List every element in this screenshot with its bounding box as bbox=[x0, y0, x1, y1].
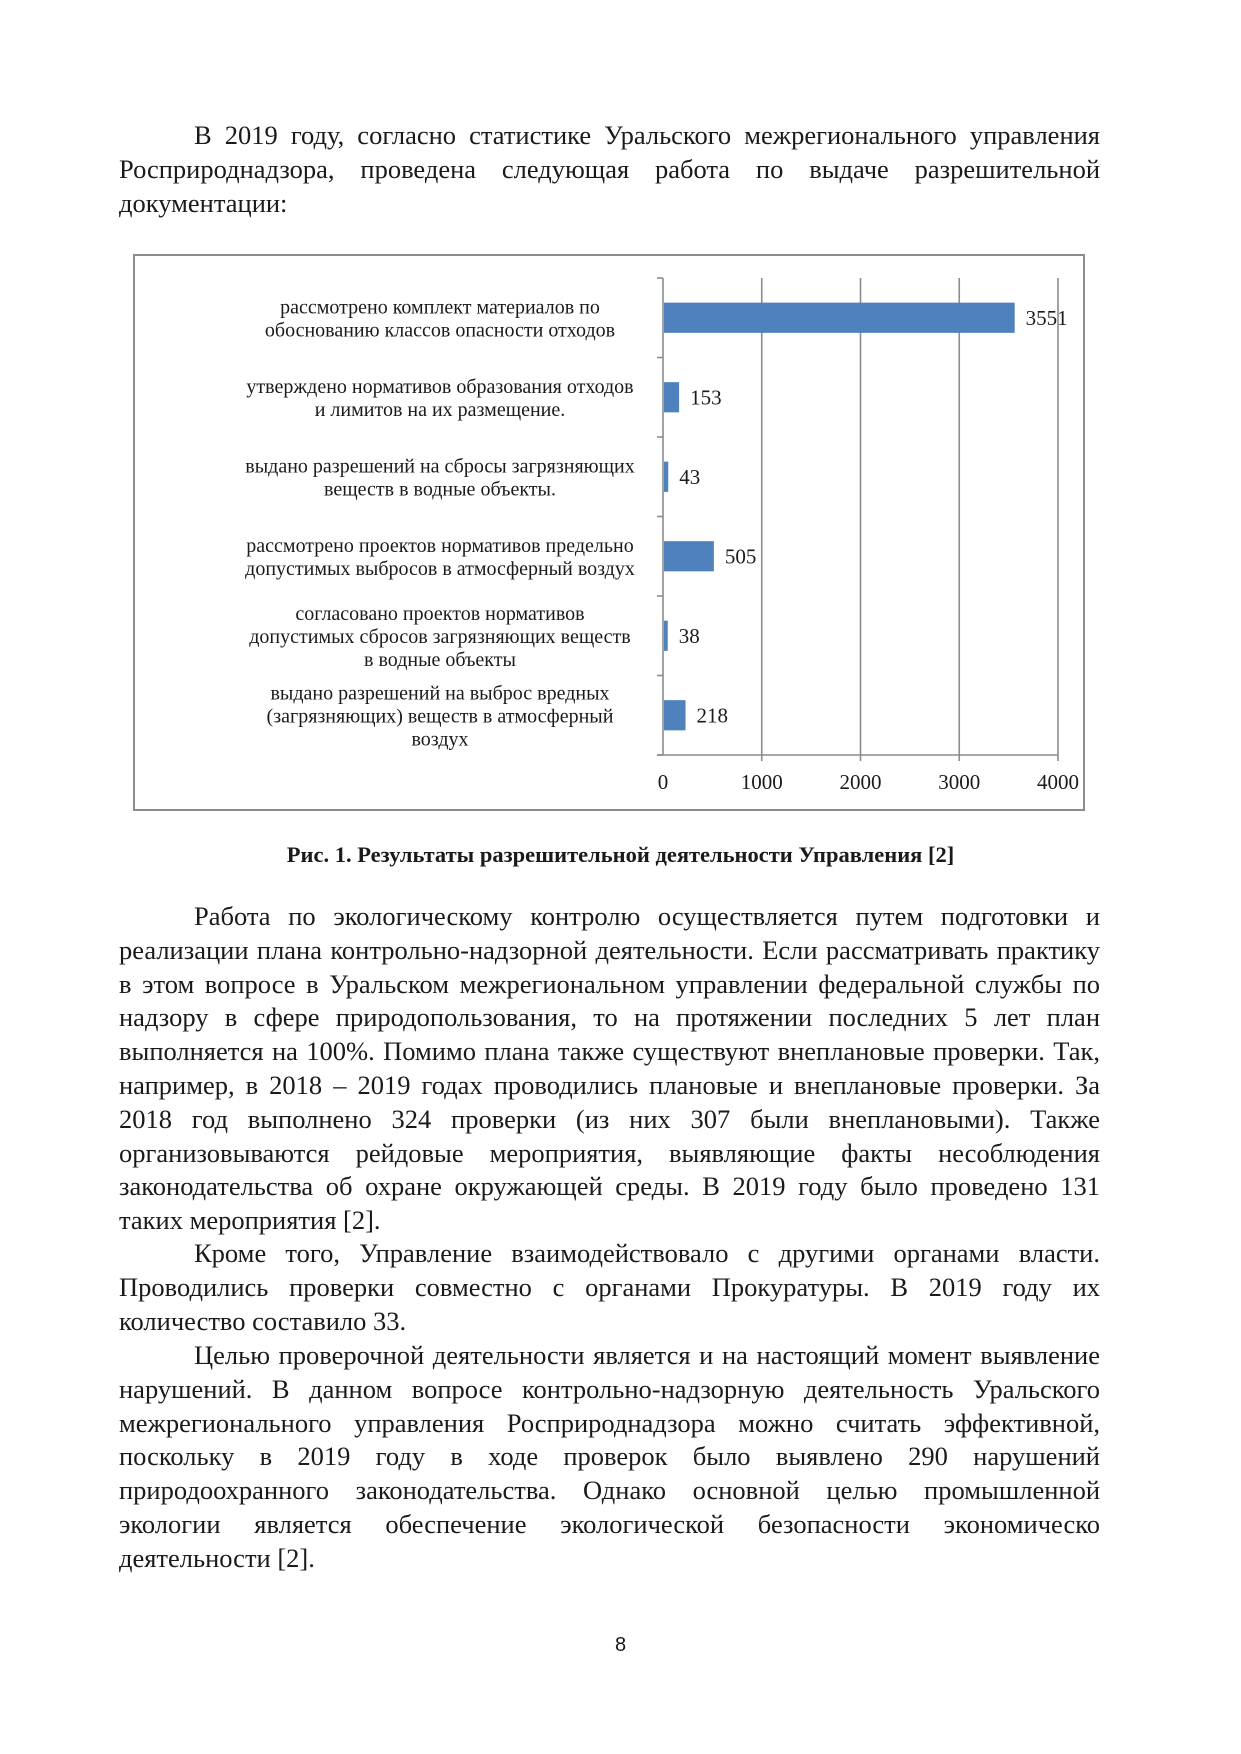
bar bbox=[664, 382, 679, 412]
control-paragraph: Работа по экологическому контролю осуществляется путем подготовки и реализации плана контрольно-надзорной деятельности. Если рассматривать практику в этом вопросе в Уральском межрегиональном управлении федеральной службы по надзору в сфере природопользования, то на протяжении последних 5 лет план выполняется на 100%. Помимо плана также существуют внеплановые проверки. Так, например, в 2018 – 2019 годах проводились плановые и внеплановые проверки. За 2018 год выполнено 324 проверки (из них 307 были внеплановыми). Также организовываются рейдовые мероприятия, выявляющие факты несоблюдения законодательства об охране окружающей среды. В 2019 году было проведено 131 таких мероприятия [2]. bbox=[119, 901, 1100, 1236]
category-label bbox=[245, 535, 635, 580]
category-label bbox=[246, 376, 633, 421]
category-label-line: рассмотрено комплект материалов по bbox=[280, 296, 600, 319]
bar bbox=[664, 303, 1015, 333]
x-tick-label: 2000 bbox=[839, 770, 882, 794]
bar bbox=[664, 541, 714, 571]
bars bbox=[664, 303, 1068, 731]
category-label bbox=[265, 296, 615, 341]
category-label-line: и лимитов на их размещение. bbox=[314, 398, 566, 421]
category-labels bbox=[245, 296, 635, 750]
category-label-line: рассмотрено проектов нормативов предельно bbox=[246, 534, 634, 557]
category-label-line: веществ в водные объекты. bbox=[324, 478, 556, 501]
data-label: 38 bbox=[678, 623, 700, 648]
data-label: 153 bbox=[690, 385, 722, 410]
bar-chart bbox=[135, 256, 1083, 809]
goal-paragraph: Целью проверочной деятельности является и на настоящий момент выявление нарушений. В данном вопросе контрольно-надзорную деятельность Уральского межрегионального управления Росприроднадзора можно считать эффективной, поскольку в 2019 году в ходе проверок было выявлено 290 нарушений природоохранного законодательства. Однако основной целью промышленной экологии является обеспечение экологической безопасности экономическо деятельности [2]. bbox=[119, 1340, 1100, 1573]
category-label bbox=[245, 455, 634, 500]
x-tick-label: 0 bbox=[657, 770, 669, 794]
category-label-line: воздух bbox=[411, 728, 469, 751]
category-label-line: допустимых сбросов загрязняющих веществ bbox=[249, 625, 631, 648]
data-label: 505 bbox=[724, 544, 757, 569]
data-label: 43 bbox=[679, 464, 701, 489]
figure-caption: Рис. 1. Результаты разрешительной деятельности Управления [2] bbox=[286, 842, 955, 867]
category-label-line: утверждено нормативов образования отходов bbox=[246, 375, 634, 398]
bar bbox=[664, 462, 668, 492]
x-tick-label: 1000 bbox=[740, 770, 783, 794]
category-label-line: выдано разрешений на выброс вредных bbox=[270, 682, 610, 705]
page-number: 8 bbox=[614, 1634, 627, 1656]
category-label-line: допустимых выбросов в атмосферный воздух bbox=[245, 557, 635, 580]
category-label-line: (загрязняющих) веществ в атмосферный bbox=[266, 705, 614, 728]
category-label bbox=[267, 682, 614, 750]
category-label-line: в водные объекты bbox=[364, 648, 516, 671]
category-label bbox=[249, 603, 630, 671]
data-label: 218 bbox=[696, 703, 729, 728]
x-tick-label: 3000 bbox=[938, 770, 981, 794]
cooperation-paragraph: Кроме того, Управление взаимодействовало с другими органами власти. Проводились проверки совместно с органами Прокуратуры. В 2019 году их количество составило 33. bbox=[119, 1238, 1100, 1336]
x-tick-label: 4000 bbox=[1037, 770, 1079, 794]
gridlines bbox=[762, 278, 1058, 761]
figure-chart-frame bbox=[133, 254, 1085, 811]
category-label-line: выдано разрешений на сбросы загрязняющих bbox=[245, 455, 635, 478]
category-label-line: согласовано проектов нормативов bbox=[295, 602, 585, 625]
bar bbox=[664, 621, 668, 651]
data-label: 3551 bbox=[1025, 305, 1068, 330]
bar bbox=[664, 700, 686, 730]
intro-paragraph: В 2019 году, согласно статистике Уральского межрегионального управления Росприроднадзора, проведена следующая работа по выдаче разрешительной документации: bbox=[119, 120, 1100, 218]
category-label-line: обоснованию классов опасности отходов bbox=[264, 319, 616, 342]
